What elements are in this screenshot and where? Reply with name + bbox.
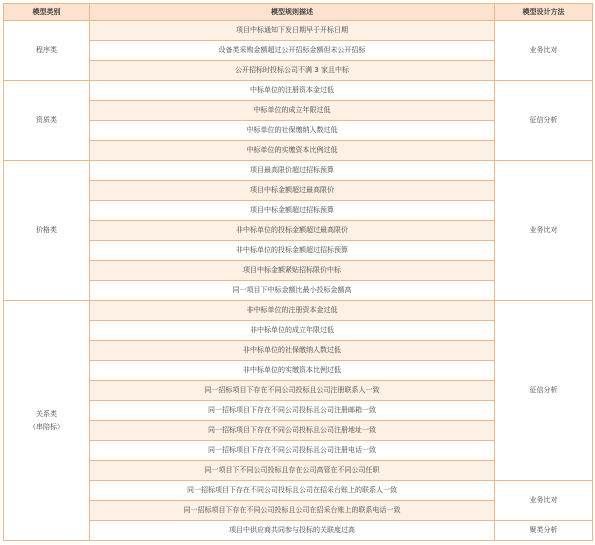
rule-description-cell: 中标单位的实缴资本比例过低: [90, 141, 495, 161]
header-method: 模型设计方法: [495, 4, 593, 21]
rule-description-cell: 非中标单位的投标金额超过最高限价: [90, 221, 495, 241]
category-cell: [4, 301, 90, 541]
rule-description-cell: 项目中标金额超过最高限价: [90, 181, 495, 201]
rule-description-cell: 同一招标项目下存在不同公司投标且公司注册地址一致: [90, 421, 495, 441]
table-row: [4, 521, 593, 541]
rule-description-cell: 同一项目下中标金额比最小投标金额高: [90, 281, 495, 301]
rule-description-cell: 公开招标时投标公司不满 3 家且中标: [90, 61, 495, 81]
rule-description-cell: 项目最高限价超过招标预算: [90, 161, 495, 181]
design-method-cell: 聚类分析: [495, 521, 593, 541]
rule-description-cell: 中标单位的注册资本金过低: [90, 81, 495, 101]
rule-description-cell: 同一招标项目下存在不同公司投标且公司在招采台账上的联系电话一致: [90, 501, 495, 521]
rule-description-cell: 同一招标项目下存在不同公司投标且公司注册电话一致: [90, 441, 495, 461]
category-label: 程序类: [36, 46, 57, 55]
rule-description-cell: 项目中标金额超过招标预算: [90, 201, 495, 221]
rule-description-cell: 同一招标项目下存在不同公司投标且公司在招采台账上的联系人一致: [90, 481, 495, 501]
rule-description-cell: 非中标单位的社保缴纳人数过低: [90, 341, 495, 361]
rule-description-cell: 非中标单位的注册资本金过低: [90, 301, 495, 321]
table-header-row: [4, 4, 593, 21]
rule-description-cell: 项目中供应商共同参与投标的关联度过高: [90, 521, 495, 541]
table-row: [4, 301, 593, 321]
design-method-cell: 征信分析: [495, 81, 593, 161]
table-body: [4, 21, 593, 541]
category-label: 价格类: [36, 226, 57, 235]
rule-description-cell: 设备类采购金额超过公开招标金额但未公开招标: [90, 41, 495, 61]
design-method-cell: 业务比对: [495, 481, 593, 521]
rule-description-cell: 项目中标金额紧贴招标限价中标: [90, 261, 495, 281]
category-cell: [4, 21, 90, 81]
table-row: [4, 81, 593, 101]
rule-description-cell: 非中标单位的成立年限过低: [90, 321, 495, 341]
table-row: [4, 481, 593, 501]
rule-description-cell: 同一招标项目下存在不同公司投标且公司注册联系人一致: [90, 381, 495, 401]
category-label: 资质类: [36, 116, 57, 125]
header-category: 模型类别: [4, 4, 90, 21]
rule-description-cell: 非中标单位的投标金额超过招标预算: [90, 241, 495, 261]
category-cell: [4, 81, 90, 161]
rule-description-cell: 中标单位的成立年限过低: [90, 101, 495, 121]
header-description: 模型规则描述: [90, 4, 495, 21]
category-sublabel: （串陪标）: [29, 423, 64, 431]
category-cell: [4, 161, 90, 301]
category-label: 关系类: [36, 409, 57, 418]
table-row: [4, 161, 593, 181]
design-method-cell: 征信分析: [495, 301, 593, 481]
table-row: [4, 21, 593, 41]
design-method-cell: 业务比对: [495, 161, 593, 301]
model-rules-table: [3, 3, 593, 541]
rule-description-cell: 同一项目下不同公司投标且存在公司高管在不同公司任职: [90, 461, 495, 481]
rule-description-cell: 同一招标项目下存在不同公司投标且公司注册邮箱一致: [90, 401, 495, 421]
rule-description-cell: 项目中标通知下发日期早于开标日期: [90, 21, 495, 41]
rule-description-cell: 中标单位的社保缴纳人数过低: [90, 121, 495, 141]
rule-description-cell: 非中标单位的实缴资本比例过低: [90, 361, 495, 381]
design-method-cell: 业务比对: [495, 21, 593, 81]
